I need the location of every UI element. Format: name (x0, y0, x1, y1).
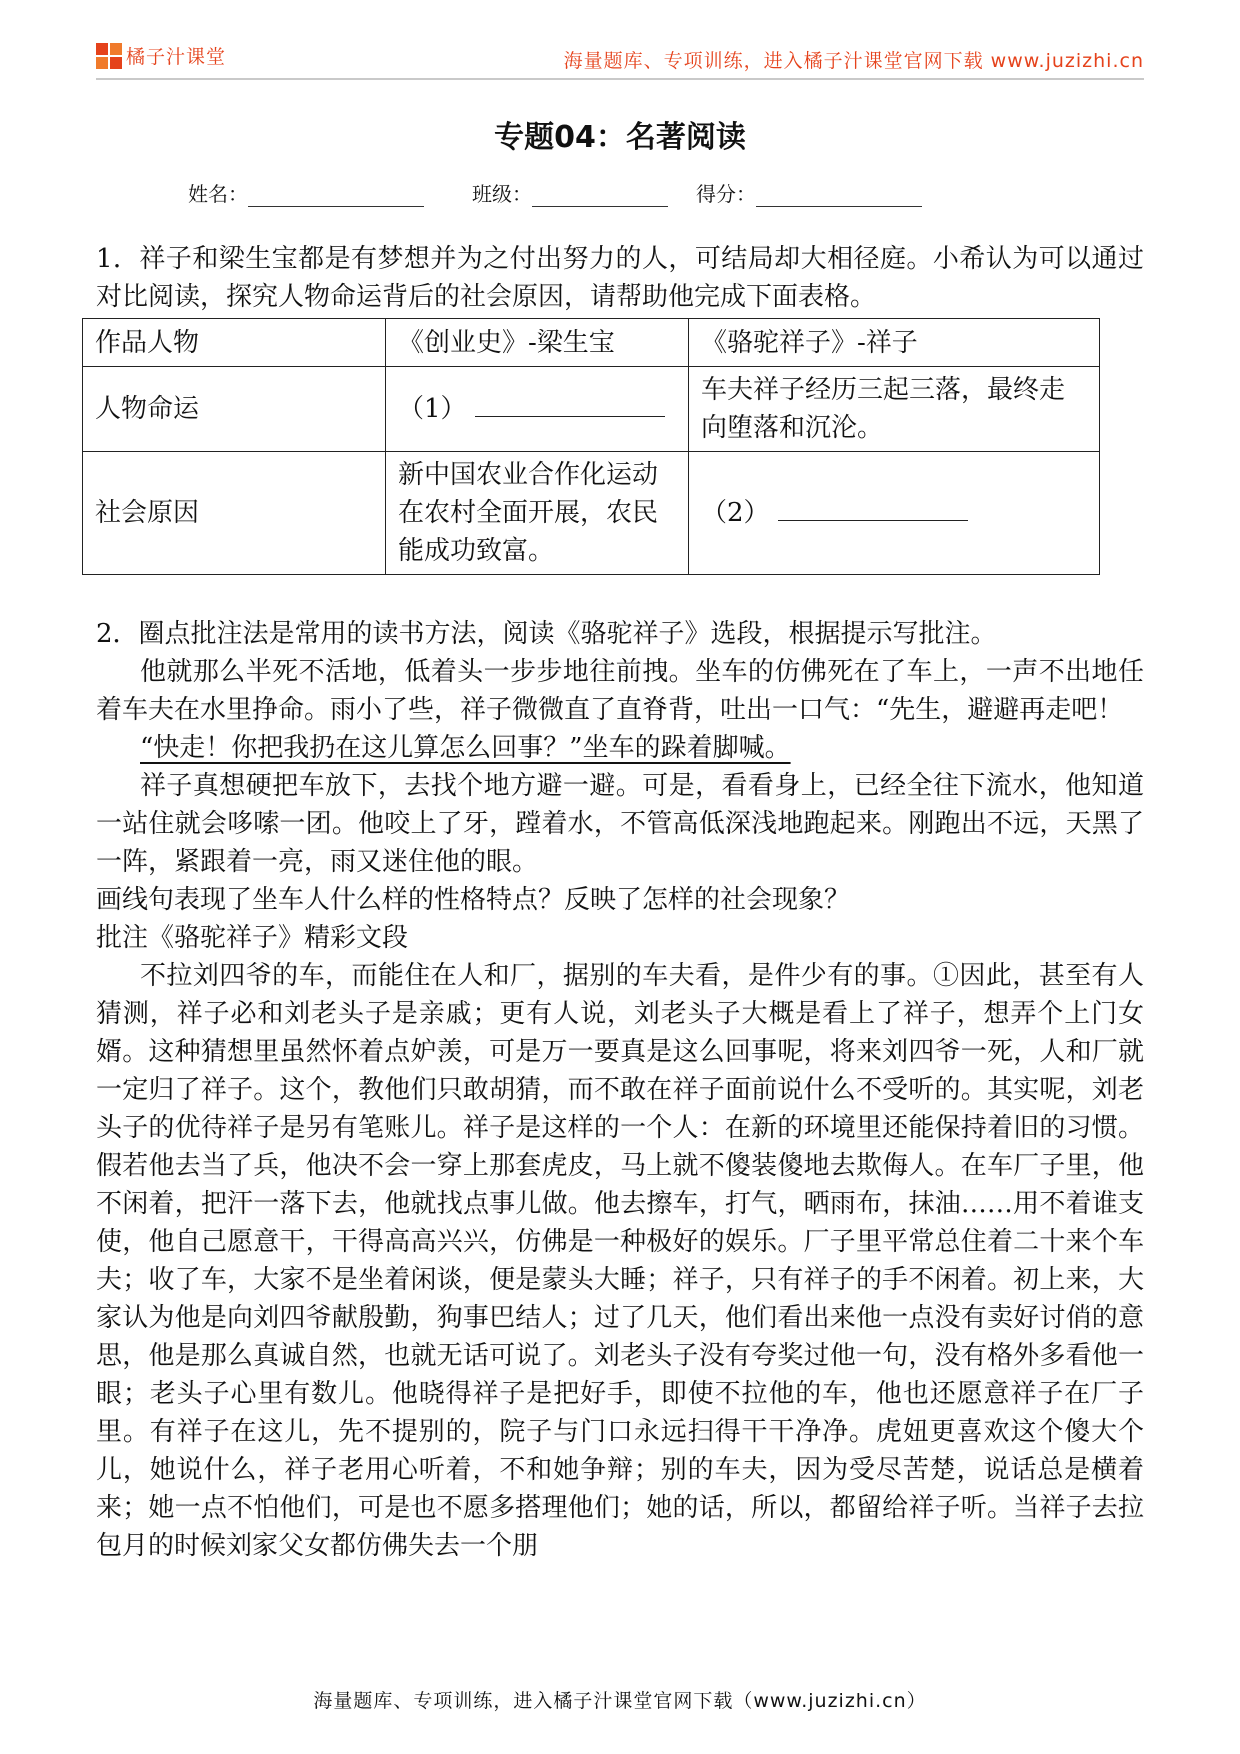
table-header-cell: 《骆驼祥子》-祥子 (689, 319, 1100, 367)
score-blank (756, 184, 922, 207)
answer-blank-1[interactable] (475, 390, 665, 417)
passage-paragraph: 他就那么半死不活地，低着头一步步地往前拽。坐车的仿佛死在了车上，一声不出地任着车夫在水里挣命。雨小了些，祥子微微直了直脊背，吐出一口气：“先生，避避再走吧！ (96, 657, 1144, 725)
q2-question: 画线句表现了坐车人什么样的性格特点？反映了怎样的社会现象？ (96, 885, 851, 915)
table-cell (689, 452, 1100, 575)
comparison-table (82, 318, 1100, 575)
class-blank (532, 184, 668, 207)
q2-stem: 2．圈点批注法是常用的读书方法，阅读《骆驼祥子》选段，根据提示写批注。 (96, 619, 997, 649)
score-label: 得分： (696, 182, 756, 206)
main-content (96, 240, 1144, 1565)
header-tagline: 海量题库、专项训练，进入橘子汁课堂官网下载 www.juzizhi.cn (563, 50, 1144, 72)
class-label: 班级： (472, 182, 532, 206)
name-label: 姓名： (188, 182, 248, 206)
table-cell: 人物命运 (83, 367, 386, 452)
logo (96, 42, 226, 69)
q1-stem: 1．祥子和梁生宝都是有梦想并为之付出努力的人，可结局却大相径庭。小希认为可以通过对比阅读，探究人物命运背后的社会原因，请帮助他完成下面表格。 (96, 244, 1144, 312)
section-subtitle: 批注《骆驼祥子》精彩文段 (96, 923, 409, 953)
table-cell (386, 367, 689, 452)
page-title: 专题04：名著阅读 (494, 120, 746, 155)
answer-blank-2[interactable] (778, 494, 968, 521)
table-header-cell: 《创业史》-梁生宝 (386, 319, 689, 367)
table-row (83, 319, 1100, 367)
class-field (472, 178, 668, 207)
logo-text: 橘子汁课堂 (126, 46, 227, 68)
blank-label-1: （1） (398, 394, 467, 424)
logo-icon (96, 43, 122, 69)
table-row (83, 367, 1100, 452)
name-blank (248, 184, 424, 207)
score-field (696, 178, 922, 207)
underlined-sentence (96, 729, 1144, 767)
table-row (83, 452, 1100, 575)
table-cell: 车夫祥子经历三起三落，最终走向堕落和沉沦。 (689, 367, 1100, 452)
table-header-cell: 作品人物 (83, 319, 386, 367)
page-header (96, 38, 1144, 80)
table-cell: 新中国农业合作化运动在农村全面开展，农民能成功致富。 (386, 452, 689, 575)
page-footer: 海量题库、专项训练，进入橘子汁课堂官网下载（www.juzizhi.cn） (313, 1690, 927, 1712)
table-cell: 社会原因 (83, 452, 386, 575)
blank-label-2: （2） (701, 498, 770, 528)
passage-paragraph: 祥子真想硬把车放下，去找个地方避一避。可是，看看身上，已经全往下流水，他知道一站住就会哆嗦一团。他咬上了牙，蹚着水，不管高低深浅地跑起来。刚跑出不远，天黑了一阵，紧跟着一亮，雨又迷住他的眼。 (96, 771, 1144, 877)
underlined-text: “快走！你把我扔在这儿算怎么回事？”坐车的跺着脚喊。 (140, 733, 791, 763)
name-field (188, 178, 424, 207)
passage-paragraph: 不拉刘四爷的车，而能住在人和厂，据别的车夫看，是件少有的事。①因此，甚至有人猜测，祥子必和刘老头子是亲戚；更有人说，刘老头子大概是看上了祥子，想弄个上门女婿。这种猜想里虽然怀着点妒羡，可是万一要真是这么回事呢，将来刘四爷一死，人和厂就一定归了祥子。这个，教他们只敢胡猜，而不敢在祥子面前说什么不受听的。其实呢，刘老头子的优待祥子是另有笔账儿。祥子是这样的一个人：在新的环境里还能保持着旧的习惯。假若他去当了兵，他决不会一穿上那套虎皮，马上就不傻装傻地去欺侮人。在车厂子里，他不闲着，把汗一落下去，他就找点事儿做。他去擦车，打气，晒雨布，抹油……用不着谁支使，他自己愿意干，干得高高兴兴，仿佛是一种极好的娱乐。厂子里平常总住着二十来个车夫；收了车，大家不是坐着闲谈，便是蒙头大睡；祥子，只有祥子的手不闲着。初上来，大家认为他是向刘四爷献殷勤，狗事巴结人；过了几天，他们看出来他一点没有卖好讨俏的意思，他是那么真诚自然，也就无话可说了。刘老头子没有夸奖过他一句，没有格外多看他一眼；老头子心里有数儿。他晓得祥子是把好手，即使不拉他的车，他也还愿意祥子在厂子里。有祥子在这儿，先不提别的，院子与门口永远扫得干干净净。虎妞更喜欢这个傻大个儿，她说什么，祥子老用心听着，不和她争辩；别的车夫，因为受尽苦楚，说话总是横着来；她一点不怕他们，可是也不愿多搭理他们；她的话，所以，都留给祥子听。当祥子去拉包月的时候刘家父女都仿佛失去一个朋 (96, 961, 1144, 1561)
